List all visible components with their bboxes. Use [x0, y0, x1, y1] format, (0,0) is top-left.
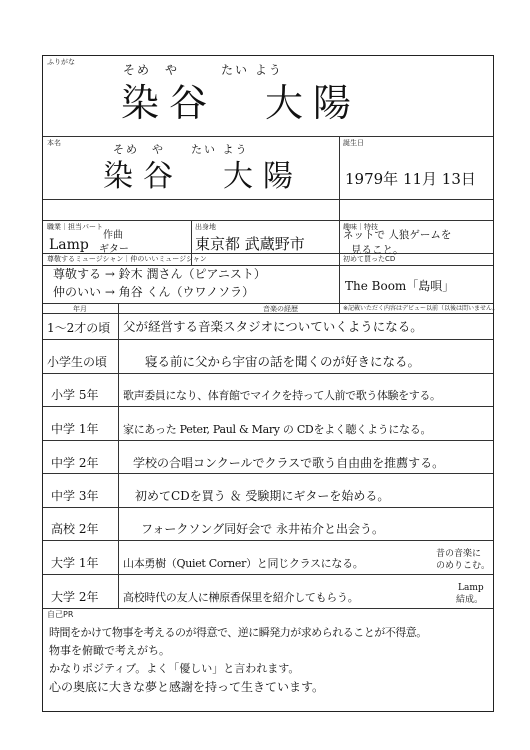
musicians-line1: 尊敬する → 鈴木 潤さん（ピアニスト） — [53, 267, 266, 281]
musicians-label: 尊敬するミュージシャン｜仲のいいミュージシャン — [47, 255, 207, 263]
furigana-label: ふりがな — [47, 58, 75, 66]
history-note: ※記載いただく内容はデビュー以前（以後は問いません。 — [343, 305, 499, 312]
first-cd-value: The Boom「島唄」 — [345, 279, 455, 293]
birthplace-label: 出身地 — [195, 223, 216, 231]
history-text: 父が経営する音楽スタジオについていくようになる。 — [123, 319, 423, 334]
year-month-label: 年月 — [73, 305, 87, 313]
job-part-line1: 作曲 — [103, 230, 123, 241]
history-text: フォークソング同好会で 永井祐介と出会う。 — [141, 522, 384, 536]
birthday-value: 1979年 11月 13日 — [345, 170, 476, 188]
real-name-furigana: そめ や たい よう — [113, 143, 249, 156]
history-period: 大学 1年 — [51, 556, 99, 570]
history-period: 1〜2才の頃 — [47, 321, 111, 335]
artist-furigana: そめ や たい よう — [123, 63, 283, 77]
birthday-label: 誕生日 — [343, 139, 364, 147]
history-side-note: Lamp — [458, 583, 484, 593]
history-side-note: のめりこむ。 — [436, 561, 491, 571]
history-period: 大学 2年 — [51, 590, 99, 604]
history-text: 歌声委員になり、体育館でマイクを持って人前で歌う体験をする。 — [123, 389, 441, 402]
musicians-line2: 仲のいい → 角谷 くん（ウワノソラ） — [53, 285, 255, 299]
history-text: 高校時代の友人に榊原香保里を紹介してもらう。 — [123, 591, 359, 604]
job-part-label: 職業｜担当パート — [47, 223, 103, 231]
history-text: 初めてCDを買う ＆ 受験期にギターを始める。 — [135, 489, 390, 503]
history-text: 家にあった Peter, Paul & Mary の CDをよく聴くようになる。 — [123, 423, 432, 436]
self-pr-line: 時間をかけて物事を考えるのが得意で、逆に瞬発力が求められることが不得意。 — [49, 626, 427, 639]
hobby-line1: ネットで 人狼ゲームを — [343, 229, 452, 241]
history-text: 山本勇樹（Quiet Corner）と同じクラスになる。 — [123, 557, 364, 570]
job-part-line2: ギター — [99, 244, 129, 255]
job-band: Lamp — [49, 237, 89, 253]
birthplace-value: 東京都 武蔵野市 — [195, 235, 305, 253]
history-text: 寝る前に父から宇宙の話を聞くのが好きになる。 — [145, 354, 421, 369]
self-pr-line: かなりポジティブ。よく「優しい」と言われます。 — [49, 662, 300, 675]
first-cd-label: 初めて買ったCD — [343, 255, 396, 263]
history-period: 高校 2年 — [51, 522, 99, 536]
history-period: 中学 3年 — [51, 489, 99, 503]
history-period: 小学 5年 — [51, 388, 99, 402]
history-side-note: 昔の音楽に — [436, 549, 482, 559]
artist-name: 染谷 大陽 — [121, 81, 362, 125]
self-pr-line: 物事を俯瞰で考えがち。 — [49, 644, 170, 657]
history-period: 中学 1年 — [51, 422, 99, 436]
hobby-label: 趣味｜特技 — [343, 223, 378, 231]
history-text: 学校の合唱コンクールでクラスで歌う自由曲を推薦する。 — [133, 456, 445, 470]
history-period: 小学生の頃 — [47, 355, 108, 369]
self-pr-label: 自己PR — [47, 610, 74, 619]
real-name-label: 本名 — [47, 139, 61, 147]
history-period: 中学 2年 — [51, 456, 99, 470]
hobby-line2: 見ること。 — [351, 244, 404, 256]
self-pr-line: 心の奥底に大きな夢と感謝を持って生きています。 — [49, 680, 325, 694]
profile-sheet — [42, 55, 499, 712]
music-history-label: 音楽の経歴 — [263, 305, 298, 313]
real-name-value: 染谷 大陽 — [103, 159, 303, 194]
history-side-note: 結成。 — [456, 595, 484, 605]
